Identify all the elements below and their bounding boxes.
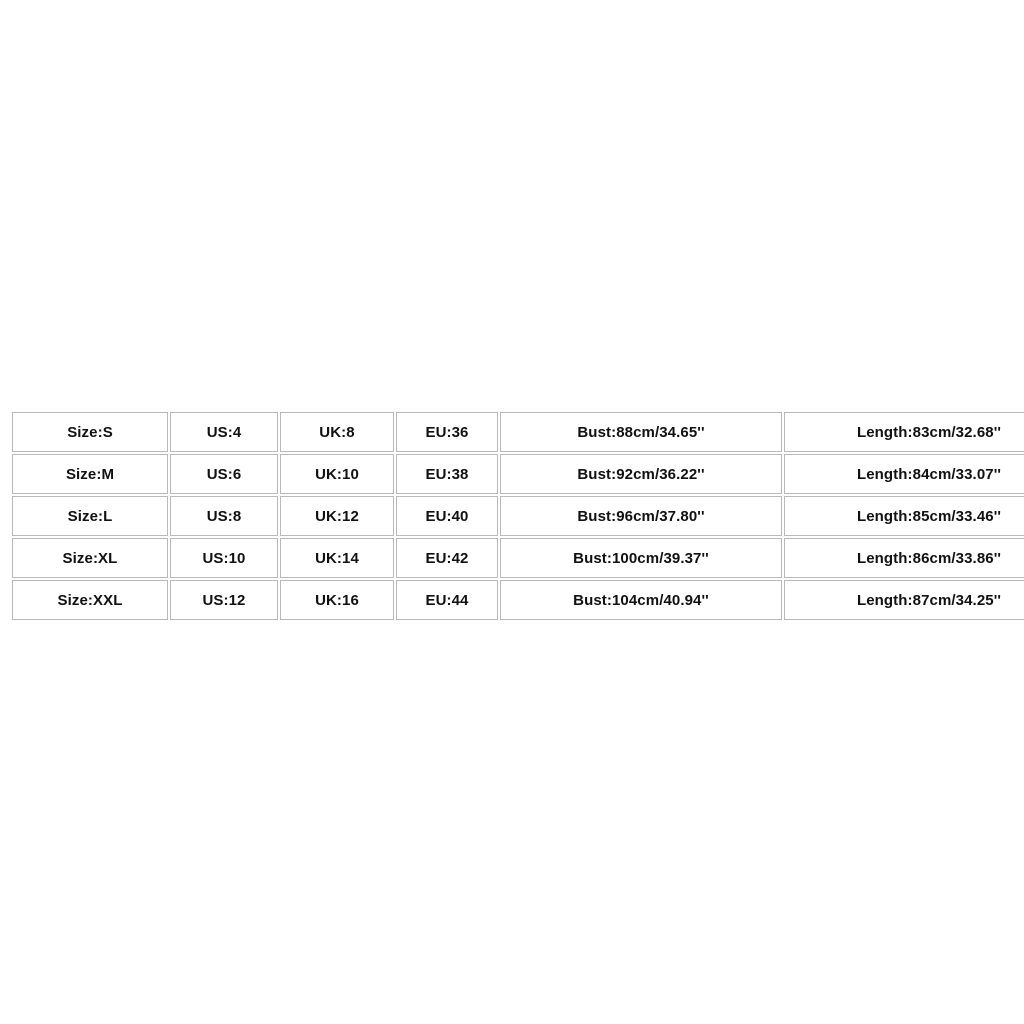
table-row [12,496,1024,536]
cell-us: US:12 [170,580,278,620]
cell-size: Size:XL [12,538,168,578]
cell-bust: Bust:100cm/39.37'' [500,538,782,578]
cell-eu: EU:38 [396,454,498,494]
cell-uk: UK:10 [280,454,394,494]
cell-length: Length:83cm/32.68'' [784,412,1024,452]
cell-eu: EU:42 [396,538,498,578]
table-row [12,454,1024,494]
cell-uk: UK:8 [280,412,394,452]
cell-us: US:8 [170,496,278,536]
table-row [12,580,1024,620]
cell-eu: EU:44 [396,580,498,620]
cell-bust: Bust:92cm/36.22'' [500,454,782,494]
size-table-body [12,412,1024,620]
cell-length: Length:85cm/33.46'' [784,496,1024,536]
cell-length: Length:86cm/33.86'' [784,538,1024,578]
cell-uk: UK:12 [280,496,394,536]
table-row [12,412,1024,452]
size-table [10,410,1024,622]
cell-size: Size:M [12,454,168,494]
cell-bust: Bust:96cm/37.80'' [500,496,782,536]
cell-us: US:6 [170,454,278,494]
cell-eu: EU:36 [396,412,498,452]
cell-length: Length:84cm/33.07'' [784,454,1024,494]
cell-size: Size:XXL [12,580,168,620]
cell-uk: UK:14 [280,538,394,578]
cell-length: Length:87cm/34.25'' [784,580,1024,620]
cell-bust: Bust:104cm/40.94'' [500,580,782,620]
cell-bust: Bust:88cm/34.65'' [500,412,782,452]
cell-us: US:10 [170,538,278,578]
cell-eu: EU:40 [396,496,498,536]
cell-us: US:4 [170,412,278,452]
cell-size: Size:S [12,412,168,452]
size-chart [10,410,1014,622]
table-row [12,538,1024,578]
cell-size: Size:L [12,496,168,536]
cell-uk: UK:16 [280,580,394,620]
